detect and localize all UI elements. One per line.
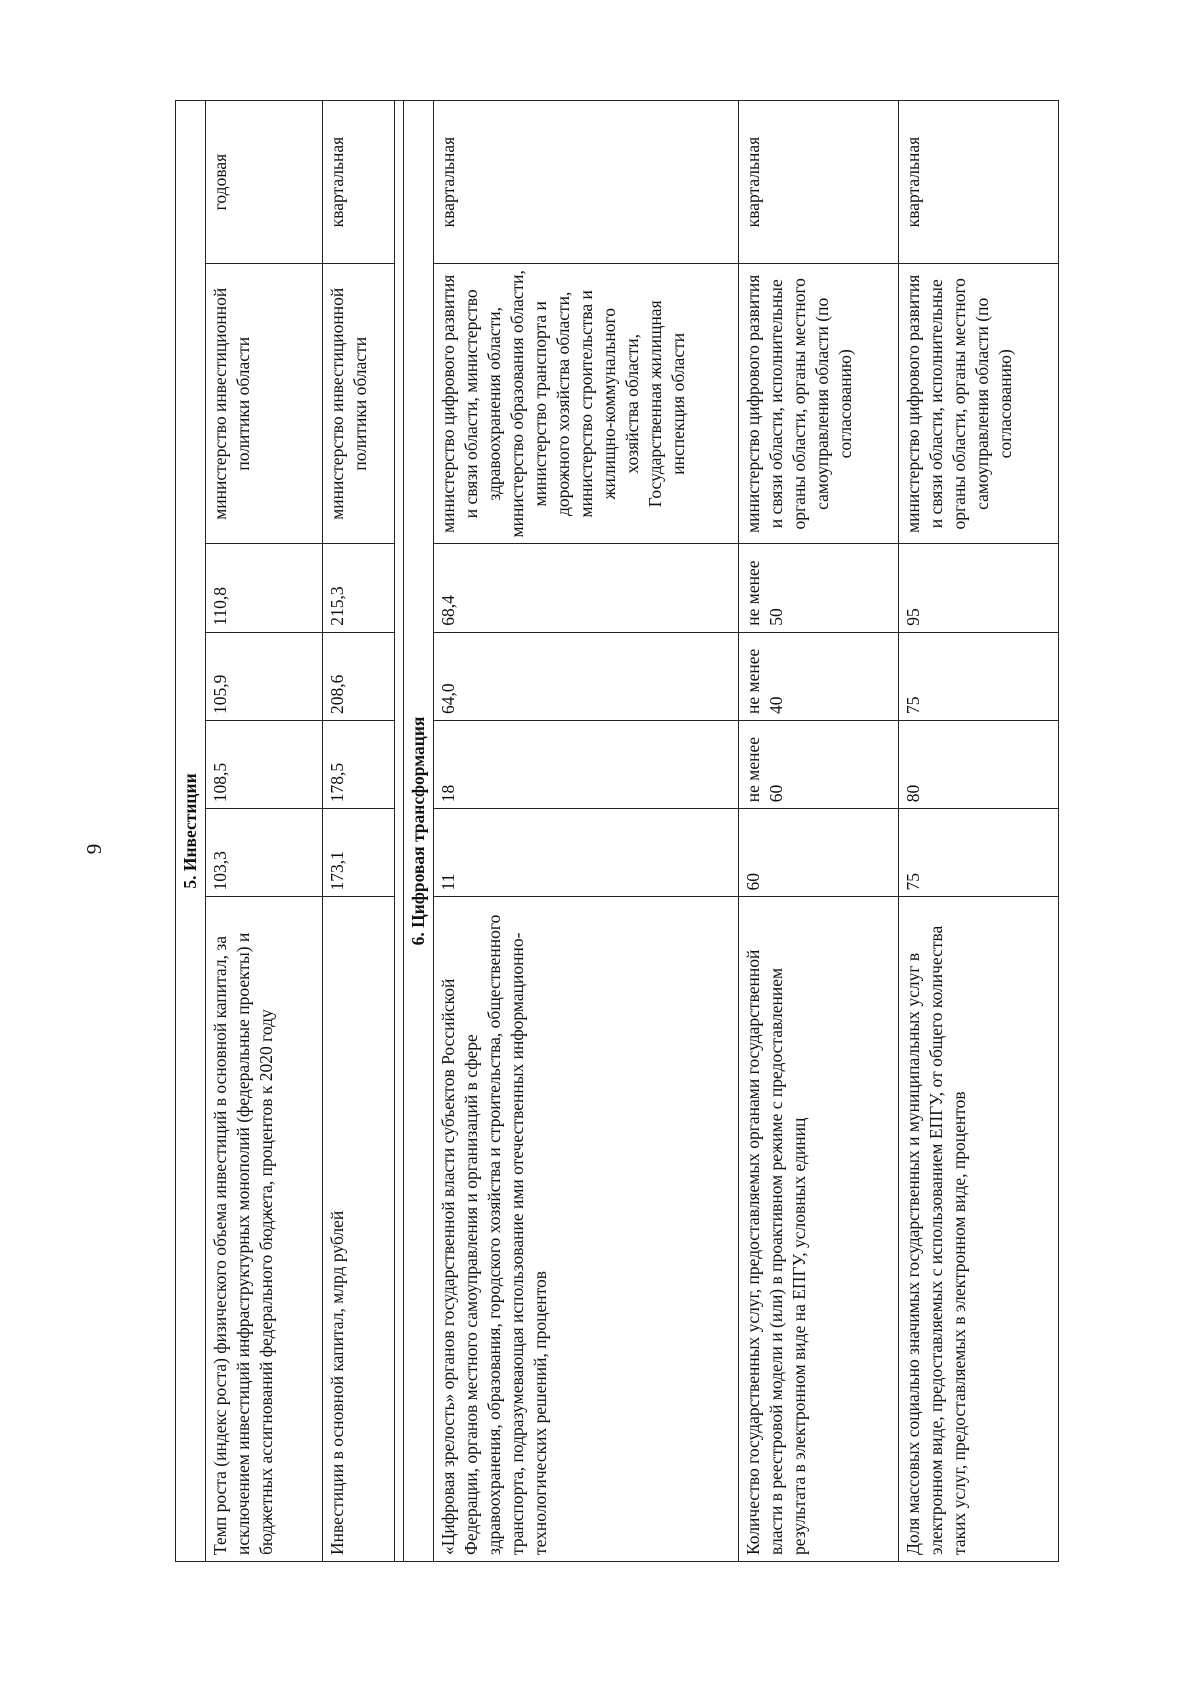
indicator-cell: «Цифровая зрелость» органов государственной власти субъектов Российской Федерации, органов местного самоуправления и организаций в сфере здравоохранения, образования, городского хозяйства и строительства, общественного транспорта, подразумевающая использование ими отечественных информационно-технологических решений, процентов: [434, 897, 739, 1562]
section-header-row: [404, 101, 434, 1562]
value-cell: 108,5: [206, 720, 323, 808]
page-number: 9: [82, 843, 106, 855]
value-cell: 60: [739, 809, 899, 897]
table-row: [739, 101, 899, 1562]
section-header-row: [176, 101, 206, 1562]
table-row: [434, 101, 739, 1562]
value-cell: 173,1: [323, 809, 395, 897]
table-row: [323, 101, 395, 1562]
table-row: [206, 101, 323, 1562]
value-cell: 75: [899, 809, 1059, 897]
value-cell: 208,6: [323, 632, 395, 720]
value-cell: 110,8: [206, 544, 323, 632]
value-cell: 75: [899, 632, 1059, 720]
spacer-cell: [395, 101, 404, 1562]
indicator-cell: Доля массовых социально значимых государственных и муниципальных услуг в электронном виде, предоставляемых с использованием ЕПГУ, от общего количества таких услуг, предоставляемых в электронном виде, процентов: [899, 897, 1059, 1562]
indicator-cell: Инвестиции в основной капитал, млрд рублей: [323, 897, 395, 1562]
responsible-cell: министерство цифрового развития и связи области, министерство здравоохранения области, министерство образования области, министерство транспорта и дорожного хозяйства области, министерство строительства и жилищно-коммунального хозяйства области, Государственная жилищная инспекция области: [434, 264, 739, 544]
value-cell: не менее 60: [739, 720, 899, 808]
periodicity-cell: квартальная: [899, 101, 1059, 264]
value-cell: 68,4: [434, 544, 739, 632]
value-cell: не менее 50: [739, 544, 899, 632]
value-cell: 11: [434, 809, 739, 897]
periodicity-cell: квартальная: [323, 101, 395, 264]
value-cell: 80: [899, 720, 1059, 808]
periodicity-cell: квартальная: [434, 101, 739, 264]
value-cell: 18: [434, 720, 739, 808]
indicators-table: [175, 100, 1059, 1562]
responsible-cell: министерство инвестиционной политики области: [206, 264, 323, 544]
rotated-table-container: [175, 100, 1050, 1562]
value-cell: не менее 40: [739, 632, 899, 720]
section-title: 6. Цифровая трансформация: [404, 101, 434, 1562]
value-cell: 103,3: [206, 809, 323, 897]
spacer-row: [395, 101, 404, 1562]
responsible-cell: министерство цифрового развития и связи области, исполнительные органы области, органы местного самоуправления области (по согласованию): [899, 264, 1059, 544]
indicator-cell: Темп роста (индекс роста) физического объема инвестиций в основной капитал, за исключением инвестиций инфраструктурных монополий (федеральные проекты) и бюджетных ассигнований федерального бюджета, процентов к 2020 году: [206, 897, 323, 1562]
value-cell: 178,5: [323, 720, 395, 808]
responsible-cell: министерство инвестиционной политики области: [323, 264, 395, 544]
table-row: [899, 101, 1059, 1562]
section-title: 5. Инвестиции: [176, 101, 206, 1562]
periodicity-cell: квартальная: [739, 101, 899, 264]
periodicity-cell: годовая: [206, 101, 323, 264]
responsible-cell: министерство цифрового развития и связи области, исполнительные органы области, органы местного самоуправления области (по согласованию): [739, 264, 899, 544]
value-cell: 64,0: [434, 632, 739, 720]
value-cell: 95: [899, 544, 1059, 632]
value-cell: 215,3: [323, 544, 395, 632]
indicator-cell: Количество государственных услуг, предоставляемых органами государственной власти в реестровой модели и (или) в проактивном режиме с предоставлением результата в электронном виде на ЕПГУ, условных единиц: [739, 897, 899, 1562]
value-cell: 105,9: [206, 632, 323, 720]
